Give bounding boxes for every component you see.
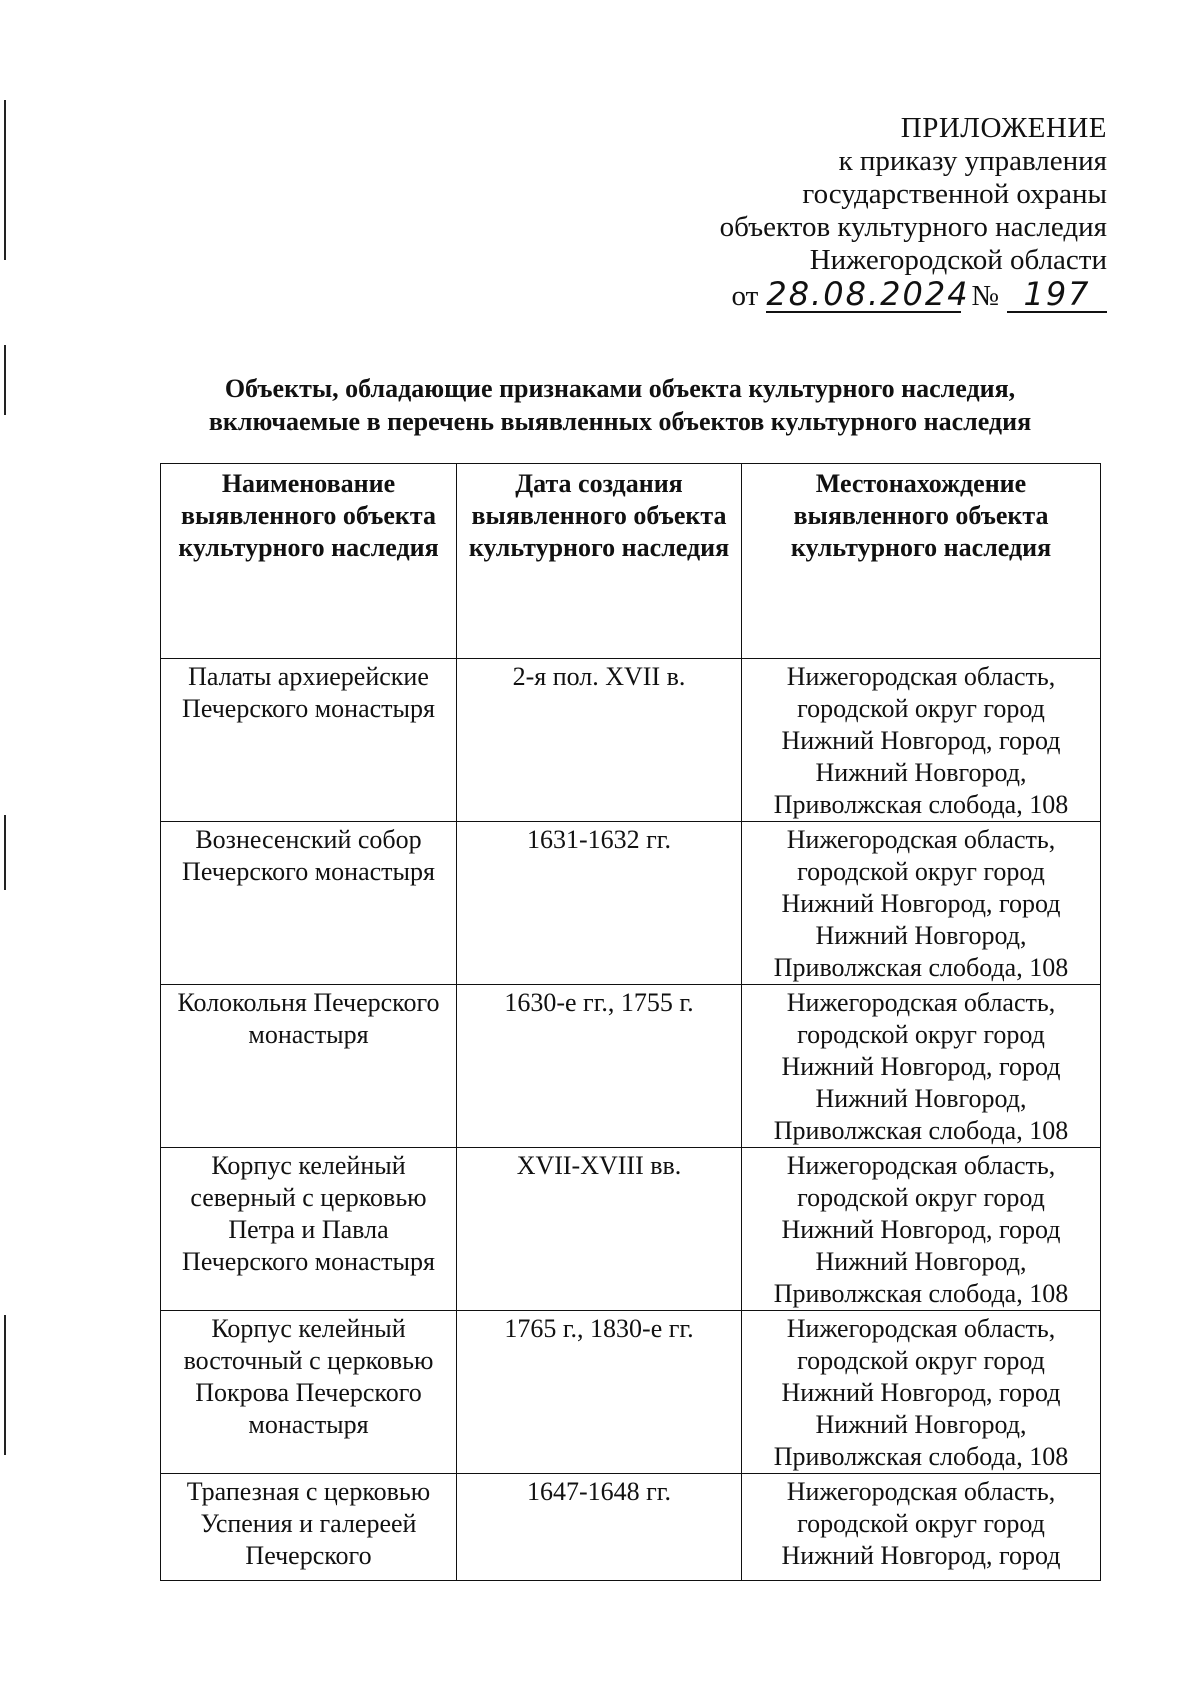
table-row: [161, 985, 1101, 1148]
cell-location: Нижегородская область, городской округ город Нижний Новгород, город Нижний Новгород, Приволжская слобода, 108: [742, 985, 1101, 1148]
appendix-title: ПРИЛОЖЕНИЕ: [900, 112, 1107, 144]
table-row: [161, 659, 1101, 822]
order-date-number-line: [732, 277, 1107, 313]
header-location: Местонахождение выявленного объекта культурного наследия: [742, 464, 1101, 659]
cell-name: Вознесенский собор Печерского монастыря: [161, 822, 457, 985]
scan-margin-mark: [4, 815, 6, 890]
cell-name: Колокольня Печерского монастыря: [161, 985, 457, 1148]
appendix-line: государственной охраны: [802, 178, 1107, 210]
document-heading: [150, 372, 1090, 438]
heritage-objects-table: [160, 463, 1101, 1581]
cell-date: 1765 г., 1830-е гг.: [457, 1311, 742, 1474]
table-header-row: [161, 464, 1101, 659]
cell-location: Нижегородская область, городской округ город Нижний Новгород, город Нижний Новгород, Приволжская слобода, 108: [742, 822, 1101, 985]
appendix-block: [587, 112, 1107, 313]
table-row: [161, 822, 1101, 985]
cell-date: 1630-е гг., 1755 г.: [457, 985, 742, 1148]
cell-name: Корпус келейный северный с церковью Петра и Павла Печерского монастыря: [161, 1148, 457, 1311]
table-row: [161, 1148, 1101, 1311]
cell-name: Корпус келейный восточный с церковью Покрова Печерского монастыря: [161, 1311, 457, 1474]
heading-line: Объекты, обладающие признаками объекта культурного наследия,: [224, 374, 1016, 403]
heading-line: включаемые в перечень выявленных объектов культурного наследия: [208, 407, 1032, 436]
cell-location: Нижегородская область, городской округ город Нижний Новгород, город: [742, 1474, 1101, 1581]
cell-date: 1647-1648 гг.: [457, 1474, 742, 1581]
cell-name: Трапезная с церковью Успения и галереей Печерского: [161, 1474, 457, 1581]
date-label: от: [731, 280, 759, 312]
appendix-line: Нижегородской области: [809, 244, 1107, 276]
appendix-line: к приказу управления: [838, 145, 1107, 177]
scan-margin-mark: [4, 1315, 6, 1455]
scan-margin-mark: [4, 345, 6, 415]
handwritten-number: 197: [1007, 277, 1107, 313]
number-label: №: [971, 280, 999, 312]
cell-date: XVII-XVIII вв.: [457, 1148, 742, 1311]
table-row: [161, 1474, 1101, 1581]
cell-date: 1631-1632 гг.: [457, 822, 742, 985]
appendix-line: объектов культурного наследия: [719, 211, 1107, 243]
scan-margin-mark: [4, 100, 6, 260]
cell-location: Нижегородская область, городской округ город Нижний Новгород, город Нижний Новгород, Приволжская слобода, 108: [742, 1148, 1101, 1311]
cell-name: Палаты архиерейские Печерского монастыря: [161, 659, 457, 822]
header-date: Дата создания выявленного объекта культурного наследия: [457, 464, 742, 659]
header-name: Наименование выявленного объекта культурного наследия: [161, 464, 457, 659]
table-row: [161, 1311, 1101, 1474]
cell-location: Нижегородская область, городской округ город Нижний Новгород, город Нижний Новгород, Приволжская слобода, 108: [742, 659, 1101, 822]
cell-location: Нижегородская область, городской округ город Нижний Новгород, город Нижний Новгород, Приволжская слобода, 108: [742, 1311, 1101, 1474]
cell-date: 2-я пол. XVII в.: [457, 659, 742, 822]
handwritten-date: 28.08.2024: [766, 275, 970, 313]
